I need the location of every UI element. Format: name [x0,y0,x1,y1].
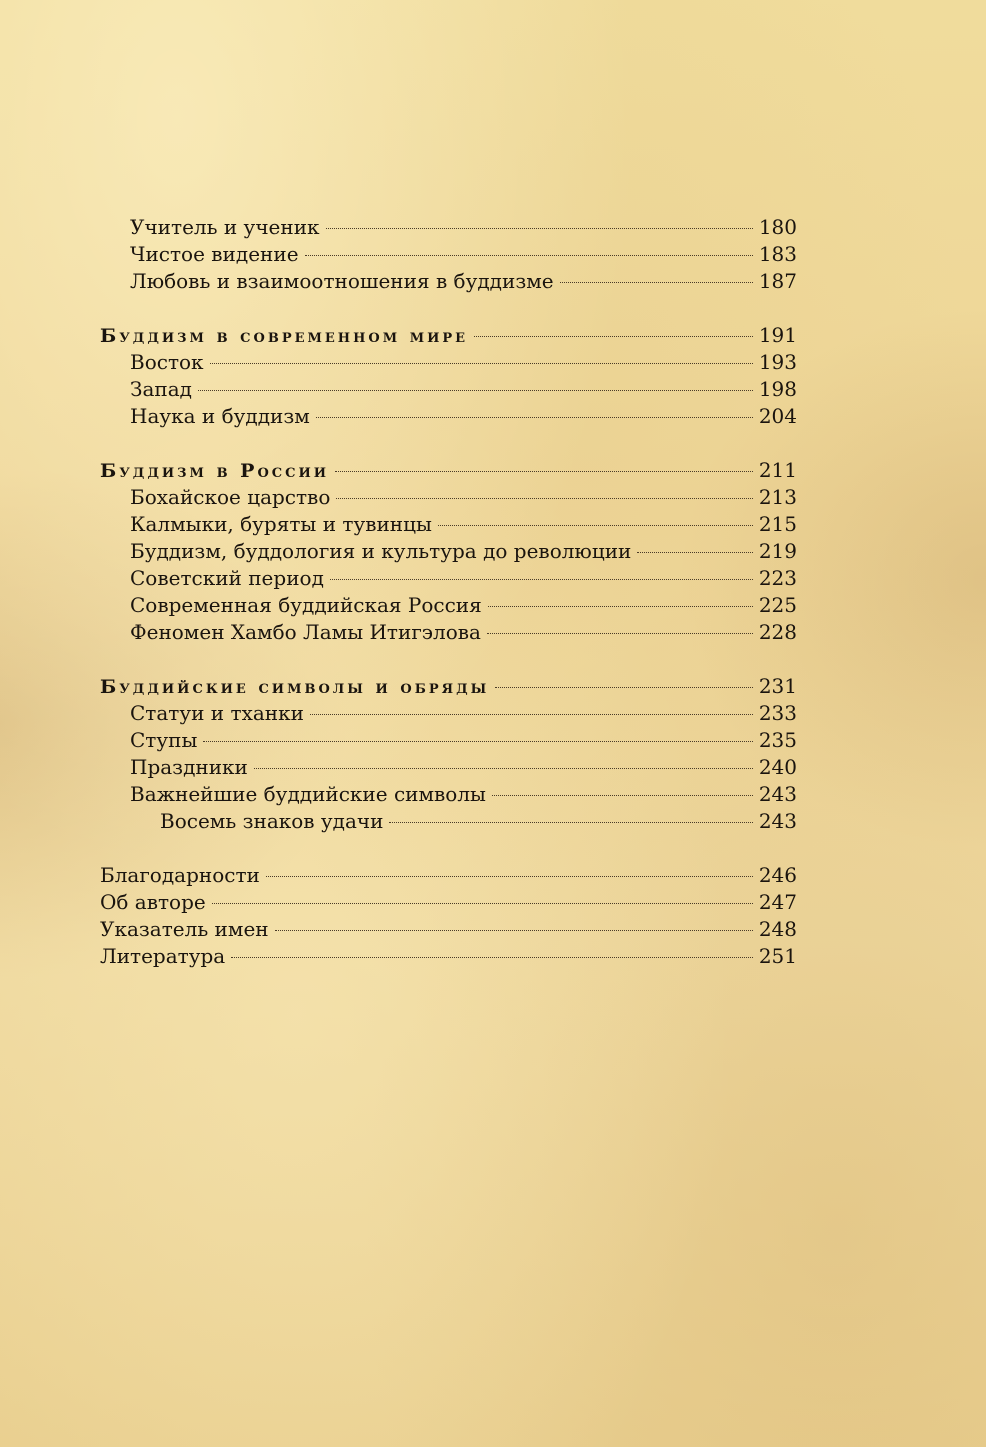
toc-entry-title: Буддизм, буддология и культура до революции [130,539,632,563]
section-gap [100,295,797,322]
toc-entry [100,754,797,781]
toc-entry [100,700,797,727]
toc-entry [100,889,797,916]
toc-entry-title: Восемь знаков удачи [160,809,384,833]
toc-page-number: 191 [758,323,797,347]
toc-entry [100,619,797,646]
dot-leader [336,498,752,499]
dot-leader [316,417,753,418]
toc-entry-title: Учитель и ученик [130,215,320,239]
toc-entry-title: Литература [100,944,226,968]
toc-section-heading [100,457,797,484]
toc-page-number: 215 [758,512,797,536]
toc-page-number: 225 [758,593,797,617]
toc-page-number: 223 [758,566,797,590]
dot-leader [438,525,753,526]
toc-entry [100,862,797,889]
dot-leader [310,714,753,715]
toc-entry-title: Запад [130,377,192,401]
toc-page-number: 187 [758,269,797,293]
dot-leader [231,957,753,958]
toc-page-number: 193 [758,350,797,374]
toc-entry [100,727,797,754]
toc-entry-title: Буддизм в России [100,460,330,482]
table-of-contents [100,214,797,970]
dot-leader [305,255,753,256]
toc-page-number: 243 [758,782,797,806]
toc-page-number: 251 [758,944,797,968]
toc-entry-title: Ступы [130,728,198,752]
dot-leader [210,363,753,364]
dot-leader [335,471,753,472]
toc-entry-title: Важнейшие буддийские символы [130,782,486,806]
toc-page-number: 235 [758,728,797,752]
toc-section-heading [100,322,797,349]
dot-leader [487,633,753,634]
dot-leader [330,579,753,580]
toc-entry-title: Восток [130,350,204,374]
toc-entry [100,538,797,565]
toc-entry [100,511,797,538]
toc-entry-title: Буддизм в современном мире [100,325,469,347]
toc-page-number: 228 [758,620,797,644]
dot-leader [203,741,752,742]
toc-entry-title: Статуи и тханки [130,701,304,725]
toc-entry-title: Буддийские символы и обряды [100,676,490,698]
toc-page-number: 198 [758,377,797,401]
dot-leader [275,930,753,931]
toc-entry-title: Советский период [130,566,324,590]
dot-leader [474,336,753,337]
dot-leader [389,822,752,823]
section-gap [100,646,797,673]
toc-section-heading [100,673,797,700]
toc-entry-title: Современная буддийская Россия [130,593,482,617]
dot-leader [212,903,753,904]
toc-page-number: 240 [758,755,797,779]
dot-leader [198,390,753,391]
dot-leader [495,687,753,688]
toc-page-number: 180 [758,215,797,239]
toc-entry [100,781,797,808]
toc-entry-title: Чистое видение [130,242,299,266]
dot-leader [560,282,753,283]
toc-entry [100,349,797,376]
toc-entry-title: Калмыки, буряты и тувинцы [130,512,432,536]
toc-page-number: 219 [758,539,797,563]
dot-leader [326,228,753,229]
toc-entry [100,403,797,430]
toc-entry [100,268,797,295]
toc-page-number: 204 [758,404,797,428]
toc-entry [100,592,797,619]
dot-leader [637,552,752,553]
toc-page-number: 183 [758,242,797,266]
toc-page-number: 246 [758,863,797,887]
toc-entry [100,565,797,592]
toc-entry [100,241,797,268]
toc-page-number: 211 [758,458,797,482]
section-gap [100,835,797,862]
toc-page-number: 213 [758,485,797,509]
toc-page-number: 231 [758,674,797,698]
toc-page-number: 247 [758,890,797,914]
toc-entry [100,808,797,835]
toc-entry-title: Феномен Хамбо Ламы Итигэлова [130,620,481,644]
toc-entry-title: Бохайское царство [130,485,331,509]
toc-entry-title: Указатель имен [100,917,269,941]
toc-entry-title: Наука и буддизм [130,404,310,428]
toc-page-number: 233 [758,701,797,725]
toc-entry [100,943,797,970]
toc-entry [100,916,797,943]
dot-leader [266,876,753,877]
toc-entry [100,484,797,511]
toc-entry [100,376,797,403]
toc-entry-title: Любовь и взаимоотношения в буддизме [130,269,554,293]
toc-entry-title: Благодарности [100,863,260,887]
toc-page-number: 243 [758,809,797,833]
toc-entry-title: Праздники [130,755,248,779]
dot-leader [492,795,753,796]
dot-leader [254,768,753,769]
toc-entry [100,214,797,241]
toc-entry-title: Об авторе [100,890,206,914]
dot-leader [488,606,753,607]
toc-page-number: 248 [758,917,797,941]
section-gap [100,430,797,457]
